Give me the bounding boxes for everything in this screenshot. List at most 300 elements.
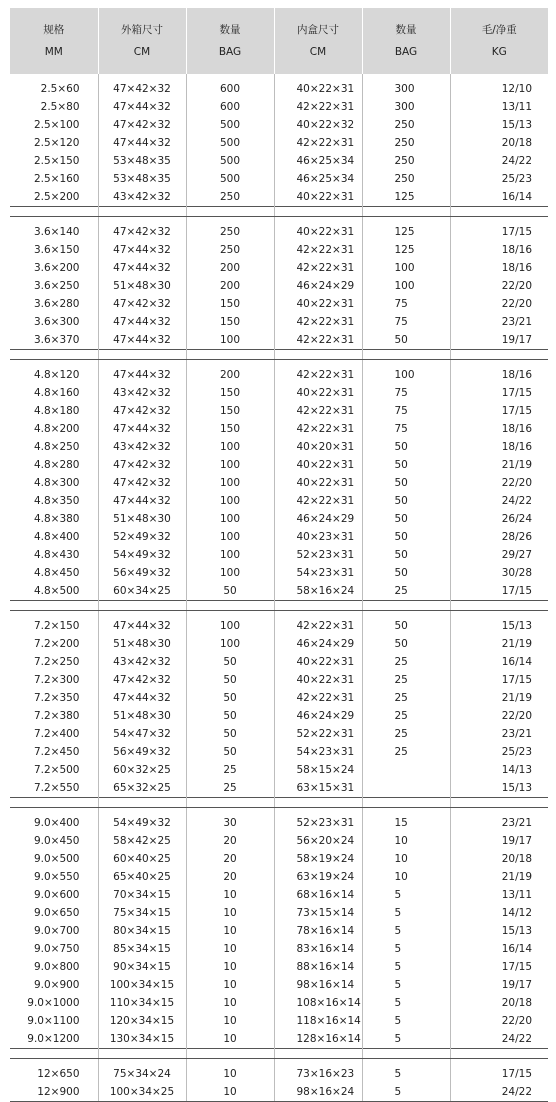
separator-cell: [274, 207, 362, 217]
inner-box-size-cell: 52×23×31: [274, 546, 362, 564]
separator-cell: [274, 350, 362, 360]
inner-box-size-cell: 42×22×31: [274, 492, 362, 510]
outer-quantity-cell: 100: [186, 456, 274, 474]
spec-cell: 7.2×350: [33, 692, 80, 704]
weight-cell: 15/13: [450, 116, 548, 134]
weight-cell: 30/28: [450, 564, 548, 582]
inner-box-size-cell: 98×16×24: [274, 1083, 362, 1102]
outer-quantity-cell: 10: [186, 904, 274, 922]
separator-cell: [10, 207, 98, 217]
outer-quantity-cell: 100: [186, 611, 274, 636]
table-row: [10, 313, 548, 331]
spec-cell: 7.2×380: [33, 710, 80, 722]
inner-quantity-cell: 125: [362, 188, 450, 207]
table-row: [10, 456, 548, 474]
separator-cell: [450, 1049, 548, 1059]
inner-box-size-cell: 83×16×14: [274, 940, 362, 958]
weight-cell: 28/26: [450, 528, 548, 546]
weight-cell: 23/21: [450, 313, 548, 331]
separator-cell: [362, 798, 450, 808]
inner-quantity-cell: 250: [362, 152, 450, 170]
outer-quantity-cell: 50: [186, 707, 274, 725]
outer-box-size-cell: 47×42×32: [98, 456, 186, 474]
outer-quantity-cell: 100: [186, 546, 274, 564]
spec-cell: 9.0×700: [33, 925, 80, 937]
inner-box-size-cell: 40×22×31: [274, 653, 362, 671]
outer-box-size-cell: 47×44×32: [98, 360, 186, 385]
weight-cell: 16/14: [450, 653, 548, 671]
inner-quantity-cell: 75: [362, 402, 450, 420]
outer-box-size-cell: 47×44×32: [98, 420, 186, 438]
weight-cell: 18/16: [450, 420, 548, 438]
table-row: [10, 707, 548, 725]
outer-box-size-cell: 130×34×15: [98, 1030, 186, 1049]
spec-cell: 3.6×150: [33, 244, 80, 256]
outer-box-size-cell: 51×48×30: [98, 510, 186, 528]
spec-table-container: [10, 8, 548, 1102]
weight-cell: 17/15: [450, 1059, 548, 1084]
inner-quantity-cell: 25: [362, 707, 450, 725]
packing-spec-table: [10, 8, 548, 1102]
outer-box-size-cell: 47×44×32: [98, 313, 186, 331]
outer-quantity-cell: 10: [186, 922, 274, 940]
weight-cell: 21/19: [450, 456, 548, 474]
table-row: [10, 217, 548, 242]
outer-quantity-cell: 500: [186, 170, 274, 188]
table-row: [10, 98, 548, 116]
table-row: [10, 420, 548, 438]
inner-box-size-cell: 40×22×31: [274, 474, 362, 492]
inner-box-size-cell: 42×22×31: [274, 134, 362, 152]
outer-quantity-cell: 250: [186, 217, 274, 242]
outer-box-size-cell: 47×42×32: [98, 474, 186, 492]
inner-quantity-cell: 50: [362, 474, 450, 492]
outer-box-size-cell: 47×44×32: [98, 134, 186, 152]
weight-cell: 24/22: [450, 152, 548, 170]
table-row: [10, 832, 548, 850]
weight-cell: 19/17: [450, 331, 548, 350]
outer-box-size-cell: 47×44×32: [98, 611, 186, 636]
spec-cell: 4.8×160: [33, 387, 80, 399]
table-row: [10, 671, 548, 689]
table-row: [10, 635, 548, 653]
inner-quantity-cell: 5: [362, 886, 450, 904]
weight-cell: 20/18: [450, 850, 548, 868]
inner-quantity-cell: 250: [362, 134, 450, 152]
outer-quantity-cell: 150: [186, 295, 274, 313]
inner-quantity-cell: 100: [362, 277, 450, 295]
table-row: [10, 116, 548, 134]
weight-cell: 22/20: [450, 1012, 548, 1030]
outer-quantity-cell: 10: [186, 1059, 274, 1084]
inner-box-size-cell: 46×24×29: [274, 635, 362, 653]
inner-box-size-cell: 40×20×31: [274, 438, 362, 456]
inner-box-size-cell: 46×24×29: [274, 707, 362, 725]
weight-cell: 21/19: [450, 689, 548, 707]
outer-box-size-cell: 58×42×25: [98, 832, 186, 850]
outer-quantity-cell: 20: [186, 850, 274, 868]
weight-cell: 25/23: [450, 743, 548, 761]
outer-quantity-cell: 250: [186, 188, 274, 207]
separator-cell: [10, 601, 98, 611]
inner-box-size-cell: 58×19×24: [274, 850, 362, 868]
header-outer-quantity: 数量 BAG: [186, 8, 274, 74]
outer-quantity-cell: 10: [186, 940, 274, 958]
spec-cell: 7.2×450: [33, 746, 80, 758]
outer-quantity-cell: 200: [186, 277, 274, 295]
spec-cell: 3.6×370: [33, 334, 80, 346]
outer-quantity-cell: 100: [186, 510, 274, 528]
outer-box-size-cell: 85×34×15: [98, 940, 186, 958]
outer-box-size-cell: 75×34×24: [98, 1059, 186, 1084]
outer-box-size-cell: 60×34×25: [98, 582, 186, 601]
inner-quantity-cell: 50: [362, 438, 450, 456]
table-header: [10, 8, 548, 74]
separator-cell: [362, 350, 450, 360]
outer-quantity-cell: 250: [186, 241, 274, 259]
table-row: [10, 564, 548, 582]
weight-cell: 22/20: [450, 277, 548, 295]
weight-cell: 18/16: [450, 241, 548, 259]
outer-box-size-cell: 47×42×32: [98, 74, 186, 98]
weight-cell: 17/15: [450, 402, 548, 420]
inner-box-size-cell: 58×15×24: [274, 761, 362, 779]
spec-cell: 9.0×750: [33, 943, 80, 955]
table-row: [10, 761, 548, 779]
table-row: [10, 134, 548, 152]
spec-cell: 9.0×400: [33, 817, 80, 829]
spec-cell: 9.0×650: [33, 907, 80, 919]
inner-box-size-cell: 40×22×32: [274, 116, 362, 134]
outer-box-size-cell: 70×34×15: [98, 886, 186, 904]
separator-cell: [274, 798, 362, 808]
group-separator: [10, 350, 548, 360]
inner-box-size-cell: 46×25×34: [274, 152, 362, 170]
inner-box-size-cell: 63×19×24: [274, 868, 362, 886]
spec-cell: 4.8×180: [33, 405, 80, 417]
outer-quantity-cell: 100: [186, 635, 274, 653]
spec-cell: 4.8×300: [33, 477, 80, 489]
inner-quantity-cell: 5: [362, 922, 450, 940]
inner-box-size-cell: 42×22×31: [274, 313, 362, 331]
inner-quantity-cell: 75: [362, 295, 450, 313]
outer-quantity-cell: 10: [186, 1083, 274, 1102]
inner-box-size-cell: 98×16×14: [274, 976, 362, 994]
inner-quantity-cell: 5: [362, 958, 450, 976]
table-row: [10, 611, 548, 636]
spec-cell: 7.2×300: [33, 674, 80, 686]
spec-cell: 2.5×100: [33, 119, 80, 131]
outer-quantity-cell: 50: [186, 671, 274, 689]
outer-quantity-cell: 500: [186, 116, 274, 134]
table-row: [10, 438, 548, 456]
separator-cell: [98, 207, 186, 217]
outer-box-size-cell: 52×49×32: [98, 528, 186, 546]
weight-cell: 22/20: [450, 474, 548, 492]
inner-quantity-cell: 5: [362, 976, 450, 994]
table-row: [10, 743, 548, 761]
inner-box-size-cell: 56×20×24: [274, 832, 362, 850]
outer-box-size-cell: 60×40×25: [98, 850, 186, 868]
table-row: [10, 528, 548, 546]
outer-quantity-cell: 600: [186, 74, 274, 98]
inner-quantity-cell: 5: [362, 1030, 450, 1049]
inner-box-size-cell: 40×22×31: [274, 74, 362, 98]
separator-cell: [450, 350, 548, 360]
separator-cell: [98, 1049, 186, 1059]
outer-box-size-cell: 47×44×32: [98, 98, 186, 116]
inner-quantity-cell: 50: [362, 635, 450, 653]
outer-quantity-cell: 500: [186, 152, 274, 170]
weight-cell: 23/21: [450, 808, 548, 833]
inner-box-size-cell: 40×22×31: [274, 295, 362, 313]
spec-cell: 7.2×200: [33, 638, 80, 650]
table-row: [10, 1083, 548, 1102]
outer-box-size-cell: 53×48×35: [98, 152, 186, 170]
weight-cell: 19/17: [450, 832, 548, 850]
table-row: [10, 653, 548, 671]
outer-box-size-cell: 47×44×32: [98, 492, 186, 510]
table-row: [10, 850, 548, 868]
outer-quantity-cell: 10: [186, 1030, 274, 1049]
weight-cell: 22/20: [450, 707, 548, 725]
table-row: [10, 1012, 548, 1030]
weight-cell: 18/16: [450, 360, 548, 385]
table-row: [10, 259, 548, 277]
table-row: [10, 958, 548, 976]
spec-cell: 4.8×430: [33, 549, 80, 561]
inner-quantity-cell: 125: [362, 217, 450, 242]
weight-cell: 13/11: [450, 98, 548, 116]
outer-quantity-cell: 100: [186, 528, 274, 546]
outer-box-size-cell: 90×34×15: [98, 958, 186, 976]
inner-quantity-cell: 75: [362, 420, 450, 438]
inner-quantity-cell: 25: [362, 743, 450, 761]
table-row: [10, 241, 548, 259]
inner-box-size-cell: 54×23×31: [274, 564, 362, 582]
inner-quantity-cell: 10: [362, 868, 450, 886]
separator-cell: [186, 601, 274, 611]
group-separator: [10, 207, 548, 217]
inner-quantity-cell: 50: [362, 510, 450, 528]
table-row: [10, 868, 548, 886]
spec-cell: 4.8×380: [33, 513, 80, 525]
inner-box-size-cell: 40×23×31: [274, 528, 362, 546]
weight-cell: 23/21: [450, 725, 548, 743]
outer-box-size-cell: 47×42×32: [98, 402, 186, 420]
table-row: [10, 886, 548, 904]
outer-quantity-cell: 25: [186, 761, 274, 779]
inner-quantity-cell: 300: [362, 74, 450, 98]
inner-quantity-cell: [362, 779, 450, 798]
outer-quantity-cell: 50: [186, 743, 274, 761]
inner-box-size-cell: 42×22×31: [274, 611, 362, 636]
inner-quantity-cell: 125: [362, 241, 450, 259]
spec-cell: 9.0×1100: [27, 1015, 80, 1027]
inner-box-size-cell: 42×22×31: [274, 259, 362, 277]
table-row: [10, 779, 548, 798]
outer-box-size-cell: 47×42×32: [98, 295, 186, 313]
table-row: [10, 725, 548, 743]
table-row: [10, 510, 548, 528]
outer-quantity-cell: 50: [186, 582, 274, 601]
outer-quantity-cell: 200: [186, 360, 274, 385]
inner-box-size-cell: 40×22×31: [274, 188, 362, 207]
inner-box-size-cell: 52×22×31: [274, 725, 362, 743]
inner-quantity-cell: 75: [362, 384, 450, 402]
table-body: [10, 74, 548, 1102]
inner-quantity-cell: 25: [362, 671, 450, 689]
inner-quantity-cell: 50: [362, 564, 450, 582]
weight-cell: 24/22: [450, 1030, 548, 1049]
inner-quantity-cell: 300: [362, 98, 450, 116]
inner-box-size-cell: 42×22×31: [274, 420, 362, 438]
table-row: [10, 492, 548, 510]
weight-cell: 20/18: [450, 994, 548, 1012]
inner-box-size-cell: 58×16×24: [274, 582, 362, 601]
outer-box-size-cell: 43×42×32: [98, 384, 186, 402]
table-row: [10, 188, 548, 207]
outer-quantity-cell: 150: [186, 384, 274, 402]
weight-cell: 26/24: [450, 510, 548, 528]
separator-cell: [362, 1049, 450, 1059]
inner-quantity-cell: [362, 761, 450, 779]
separator-cell: [186, 1049, 274, 1059]
outer-quantity-cell: 100: [186, 438, 274, 456]
outer-box-size-cell: 47×42×32: [98, 217, 186, 242]
outer-box-size-cell: 75×34×15: [98, 904, 186, 922]
spec-cell: 3.6×250: [33, 280, 80, 292]
outer-box-size-cell: 43×42×32: [98, 188, 186, 207]
table-row: [10, 904, 548, 922]
weight-cell: 25/23: [450, 170, 548, 188]
outer-box-size-cell: 100×34×15: [98, 976, 186, 994]
outer-box-size-cell: 110×34×15: [98, 994, 186, 1012]
spec-cell: 7.2×500: [33, 764, 80, 776]
weight-cell: 18/16: [450, 259, 548, 277]
outer-quantity-cell: 50: [186, 689, 274, 707]
inner-quantity-cell: 50: [362, 611, 450, 636]
inner-box-size-cell: 40×22×31: [274, 671, 362, 689]
weight-cell: 17/15: [450, 217, 548, 242]
weight-cell: 21/19: [450, 868, 548, 886]
outer-quantity-cell: 10: [186, 886, 274, 904]
outer-quantity-cell: 100: [186, 492, 274, 510]
inner-quantity-cell: 25: [362, 689, 450, 707]
outer-quantity-cell: 30: [186, 808, 274, 833]
outer-quantity-cell: 200: [186, 259, 274, 277]
spec-cell: 7.2×550: [33, 782, 80, 794]
outer-quantity-cell: 150: [186, 420, 274, 438]
table-row: [10, 384, 548, 402]
inner-box-size-cell: 46×24×29: [274, 277, 362, 295]
inner-box-size-cell: 42×22×31: [274, 331, 362, 350]
outer-quantity-cell: 100: [186, 474, 274, 492]
separator-cell: [450, 798, 548, 808]
spec-cell: 4.8×120: [33, 369, 80, 381]
inner-box-size-cell: 88×16×14: [274, 958, 362, 976]
inner-quantity-cell: 5: [362, 940, 450, 958]
inner-quantity-cell: 5: [362, 904, 450, 922]
weight-cell: 16/14: [450, 188, 548, 207]
outer-quantity-cell: 20: [186, 868, 274, 886]
spec-cell: 9.0×1200: [27, 1033, 80, 1045]
header-weight: 毛/净重 KG: [450, 8, 548, 74]
inner-box-size-cell: 73×15×14: [274, 904, 362, 922]
inner-box-size-cell: 73×16×23: [274, 1059, 362, 1084]
weight-cell: 18/16: [450, 438, 548, 456]
table-row: [10, 1059, 548, 1084]
separator-cell: [10, 798, 98, 808]
weight-cell: 15/13: [450, 611, 548, 636]
table-row: [10, 152, 548, 170]
weight-cell: 15/13: [450, 779, 548, 798]
outer-box-size-cell: 56×49×32: [98, 743, 186, 761]
weight-cell: 17/15: [450, 958, 548, 976]
weight-cell: 24/22: [450, 1083, 548, 1102]
spec-cell: 9.0×500: [33, 853, 80, 865]
outer-box-size-cell: 65×32×25: [98, 779, 186, 798]
weight-cell: 17/15: [450, 582, 548, 601]
spec-cell: 12×900: [10, 1083, 98, 1102]
table-row: [10, 976, 548, 994]
spec-cell: 4.8×280: [33, 459, 80, 471]
spec-cell: 2.5×160: [33, 173, 80, 185]
table-row: [10, 994, 548, 1012]
inner-box-size-cell: 42×22×31: [274, 360, 362, 385]
outer-box-size-cell: 60×32×25: [98, 761, 186, 779]
weight-cell: 17/15: [450, 671, 548, 689]
outer-box-size-cell: 47×44×32: [98, 259, 186, 277]
separator-cell: [362, 207, 450, 217]
inner-quantity-cell: 5: [362, 1083, 450, 1102]
outer-quantity-cell: 100: [186, 564, 274, 582]
spec-cell: 3.6×280: [33, 298, 80, 310]
outer-quantity-cell: 150: [186, 402, 274, 420]
inner-box-size-cell: 46×24×29: [274, 510, 362, 528]
spec-cell: 9.0×450: [33, 835, 80, 847]
weight-cell: 22/20: [450, 295, 548, 313]
table-row: [10, 808, 548, 833]
spec-cell: 7.2×150: [33, 620, 80, 632]
table-row: [10, 402, 548, 420]
outer-box-size-cell: 43×42×32: [98, 653, 186, 671]
outer-box-size-cell: 47×44×32: [98, 689, 186, 707]
outer-box-size-cell: 100×34×25: [98, 1083, 186, 1102]
spec-cell: 2.5×150: [33, 155, 80, 167]
header-spec: 规格 MM: [10, 8, 98, 74]
table-row: [10, 360, 548, 385]
inner-box-size-cell: 118×16×14: [274, 1012, 362, 1030]
spec-cell: 3.6×200: [33, 262, 80, 274]
separator-cell: [274, 601, 362, 611]
table-row: [10, 295, 548, 313]
table-row: [10, 474, 548, 492]
header-outer-box-size: 外箱尺寸 CM: [98, 8, 186, 74]
spec-cell: 4.8×200: [33, 423, 80, 435]
inner-quantity-cell: 100: [362, 360, 450, 385]
inner-quantity-cell: 50: [362, 546, 450, 564]
outer-quantity-cell: 10: [186, 1012, 274, 1030]
spec-cell: 7.2×250: [33, 656, 80, 668]
group-separator: [10, 798, 548, 808]
weight-cell: 12/10: [450, 74, 548, 98]
inner-box-size-cell: 40×22×31: [274, 217, 362, 242]
inner-box-size-cell: 40×22×31: [274, 456, 362, 474]
weight-cell: 20/18: [450, 134, 548, 152]
outer-quantity-cell: 50: [186, 653, 274, 671]
inner-box-size-cell: 42×22×31: [274, 98, 362, 116]
